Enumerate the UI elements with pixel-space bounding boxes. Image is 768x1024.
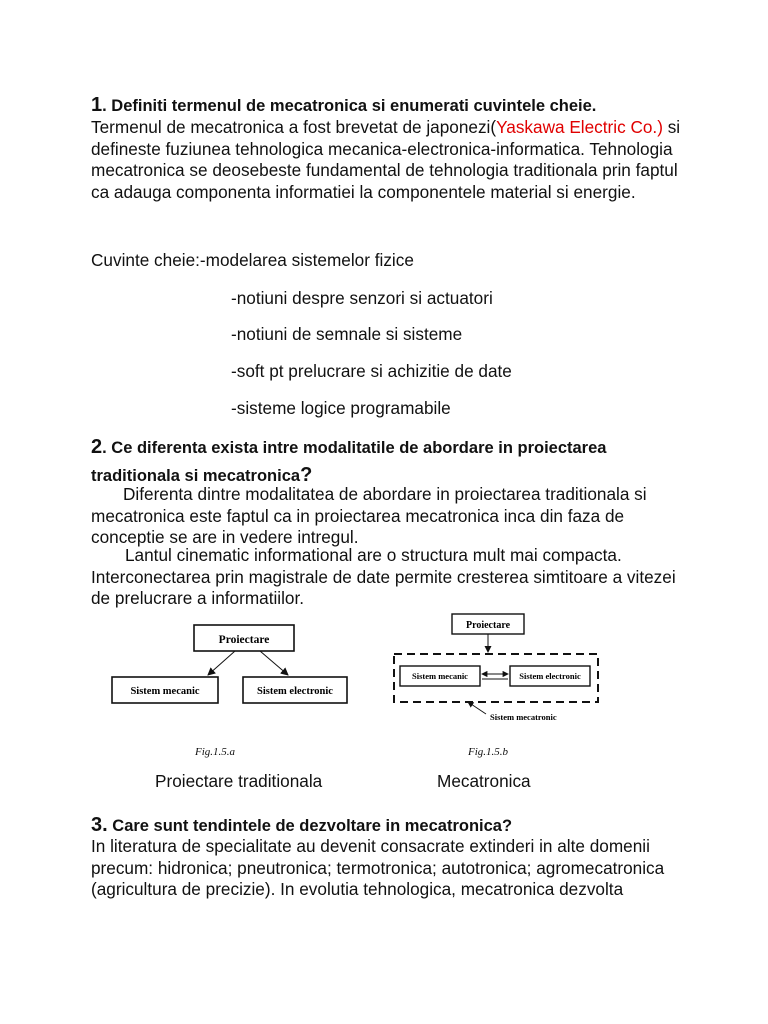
company-name: Yaskawa Electric Co.) xyxy=(496,117,663,137)
keyword-item: -sisteme logice programabile xyxy=(231,398,451,418)
figure-a-subtitle: Proiectare traditionala xyxy=(155,771,323,791)
figure-b-diagram xyxy=(390,608,605,726)
fig-a-top-label: Proiectare xyxy=(218,634,270,646)
fig-b-top-label: Proiectare xyxy=(465,620,511,631)
section-2-number: 2 xyxy=(91,436,103,458)
fig-a-arrow-left xyxy=(208,651,235,675)
fig-b-left-label: Sistem mecanic xyxy=(412,671,468,681)
section-2-heading xyxy=(91,434,691,490)
section-1-paragraph xyxy=(91,117,681,203)
section-1-title: . Definiti termenul de mecatronica si enumerati cuvintele cheie. xyxy=(102,97,597,115)
section-2-paragraph-2: Lantul cinematic informational are o structura mult mai compacta. Interconectarea prin magistrale de date permite cresterea simtitoare a vitezei de prelucrare a informatiilor. xyxy=(91,545,676,608)
fig-b-group-label: Sistem mecatronic xyxy=(490,712,557,722)
figure-b-caption: Fig.1.5.b xyxy=(468,746,509,758)
fig-a-right-label: Sistem electronic xyxy=(257,686,333,697)
fig-b-right-label: Sistem electronic xyxy=(519,671,581,681)
figure-a-diagram xyxy=(110,615,355,715)
keyword-item: -soft pt prelucrare si achizitie de date xyxy=(231,361,512,381)
section-3-number: 3. xyxy=(91,814,108,836)
keyword-item: -notiuni despre senzori si actuatori xyxy=(231,288,493,308)
section-1-number: 1 xyxy=(91,94,103,116)
section-2-title-line2: traditionala si mecatronica xyxy=(91,467,301,485)
section-2-title-mark: ? xyxy=(300,464,313,486)
figure-a-caption: Fig.1.5.a xyxy=(195,746,236,758)
fig-a-left-label: Sistem mecanic xyxy=(130,686,200,697)
p1-text-before: Termenul de mecatronica a fost brevetat de japonezi( xyxy=(91,117,497,137)
fig-a-arrow-right xyxy=(260,651,288,675)
section-2-paragraph-1: Diferenta dintre modalitatea de abordare in proiectarea traditionala si mecatronica este faptul ca in proiectarea mecatronica inca din faza de conceptie se are in vedere intregul. xyxy=(91,484,647,547)
p1-text-after: si defineste fuziunea tehnologica mecanica-electronica-informatica. Tehnologia mecatronica se deosebeste fundamental de tehnologia traditionala prin faptul ca adauga componenta informatiei la componentele material si energie. xyxy=(91,117,681,202)
section-2-title-line1: . Ce diferenta exista intre modalitatile de abordare in proiectarea xyxy=(102,439,607,457)
keyword-item: -notiuni de semnale si sisteme xyxy=(231,324,463,344)
section-3-title: Care sunt tendintele de dezvoltare in mecatronica? xyxy=(107,817,513,835)
section-3-paragraph: In literatura de specialitate au devenit consacrate extinderi in alte domenii precum: hidronica; pneutronica; termotronica; autotronica; agromecatronica (agricultura de precizie). In evolutia tehnologica, mecatronica dezvolta xyxy=(91,836,665,899)
figure-b-subtitle: Mecatronica xyxy=(437,771,531,791)
section-3-heading xyxy=(91,814,512,837)
fig-b-group-pointer xyxy=(468,702,486,714)
keywords-label: Cuvinte cheie:-modelarea sistemelor fizice xyxy=(91,250,414,270)
section-1-heading xyxy=(91,94,596,117)
